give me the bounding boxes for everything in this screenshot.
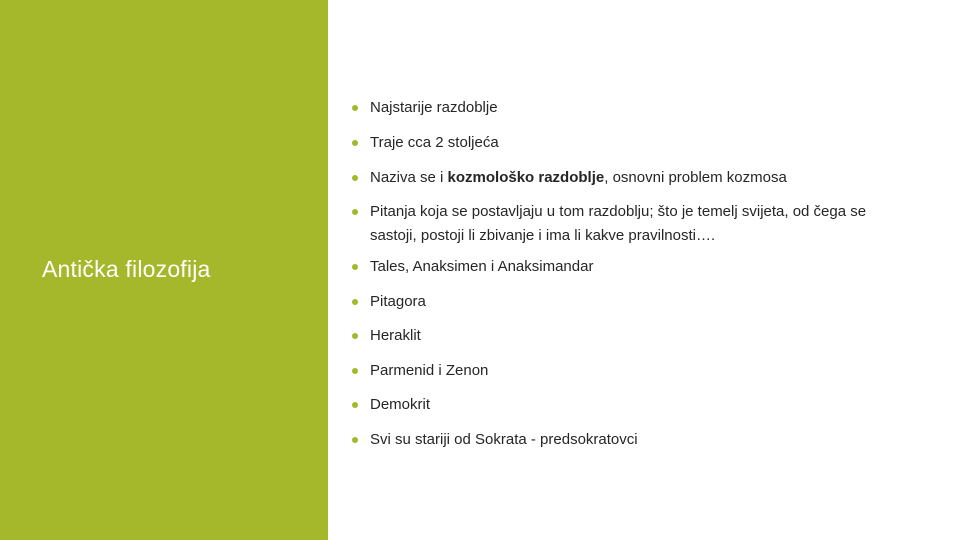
bullet-text: Tales, Anaksimen i Anaksimandar	[370, 258, 594, 275]
bullet-item	[352, 200, 912, 248]
bullet-text-bold: kozmološko razdoblje	[447, 169, 605, 186]
bullet-text: Pitanja koja se postavljaju u tom razdoblju; što je temelj svijeta, od čega se sastoji, postoji li zbivanje i ima li kakve pravilnosti….	[370, 203, 867, 244]
bullet-dot-icon	[352, 264, 358, 270]
bullet-text: Najstarije razdoblje	[370, 99, 498, 116]
bullet-item	[352, 324, 912, 348]
bullet-item	[352, 359, 912, 383]
bullet-text: Traje cca 2 stoljeća	[370, 134, 499, 151]
bullet-item	[352, 131, 912, 155]
bullet-dot-icon	[352, 175, 358, 181]
bullet-text: Svi su stariji od Sokrata - predsokratovci	[370, 431, 638, 448]
bullet-dot-icon	[352, 402, 358, 408]
bullet-text: Demokrit	[370, 396, 431, 413]
bullet-item	[352, 166, 912, 190]
bullet-dot-icon	[352, 209, 358, 215]
bullet-text	[370, 166, 912, 190]
bullet-text: Parmenid i Zenon	[370, 362, 489, 379]
bullet-item	[352, 96, 912, 120]
slide-title: Antička filozofija	[42, 256, 211, 282]
bullet-dot-icon	[352, 105, 358, 111]
bullet-dot-icon	[352, 437, 358, 443]
bullet-item	[352, 393, 912, 417]
bullet-item	[352, 255, 912, 279]
bullet-item	[352, 428, 912, 452]
bullet-text: Heraklit	[370, 327, 421, 344]
title-panel	[0, 0, 328, 540]
bullet-dot-icon	[352, 368, 358, 374]
bullet-text: Pitagora	[370, 293, 426, 310]
bullet-dot-icon	[352, 333, 358, 339]
bullet-text-tail: , osnovni problem kozmosa	[604, 169, 787, 186]
bullet-text-lead: Naziva se i	[370, 169, 448, 186]
bullet-dot-icon	[352, 299, 358, 305]
bullet-dot-icon	[352, 140, 358, 146]
bullet-item	[352, 290, 912, 314]
